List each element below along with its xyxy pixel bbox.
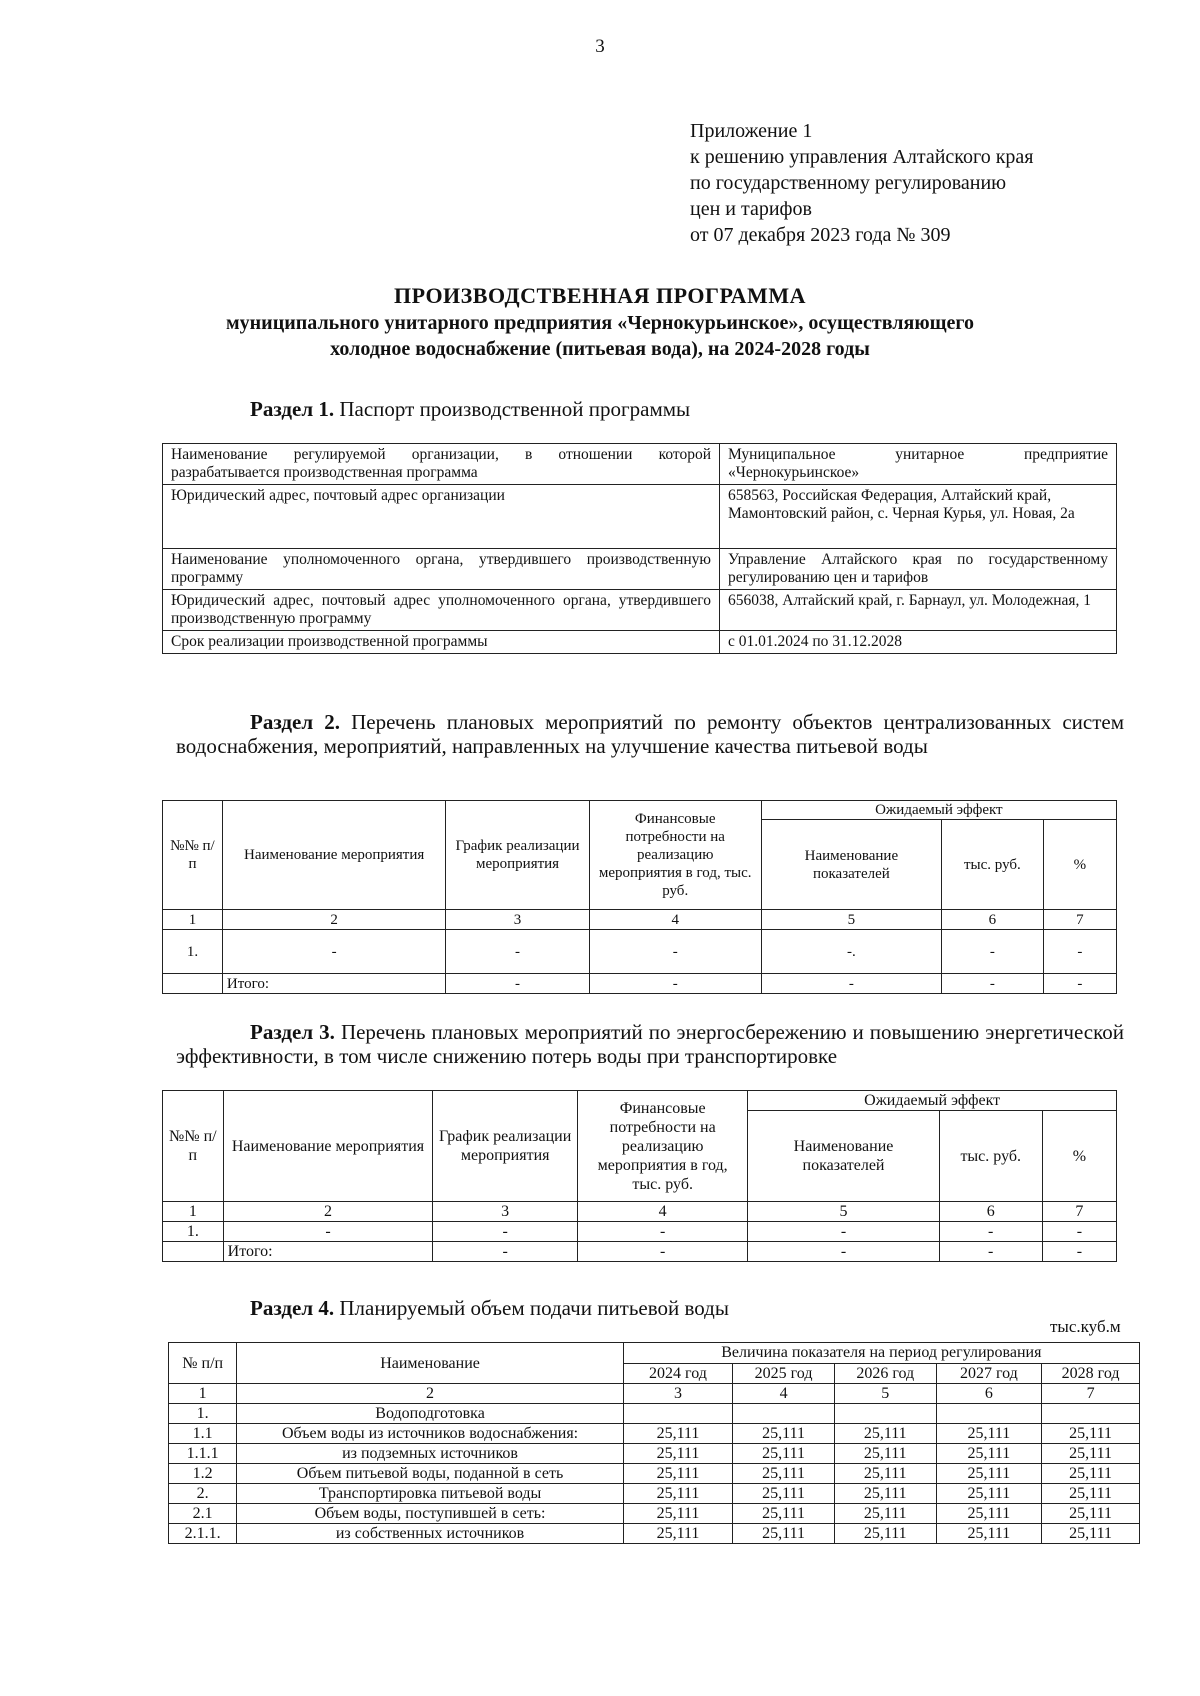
- section-text: Планируемый объем подачи питьевой воды: [339, 1296, 729, 1320]
- cell-value: 25,111: [733, 1424, 835, 1444]
- cell-thousand: -: [942, 974, 1044, 994]
- col-number: 7: [1043, 910, 1116, 930]
- table-row: [163, 631, 1117, 654]
- table-row: [163, 590, 1117, 631]
- header-finance: Финансовые потребности на реализацию мероприятия в год, тыс. руб.: [578, 1091, 748, 1202]
- col-number: 7: [1042, 1202, 1116, 1222]
- cell-value: 25,111: [936, 1484, 1042, 1504]
- cell-num: 1.: [163, 1222, 224, 1242]
- cell-num: 2.: [169, 1484, 237, 1504]
- header-name: Наименование мероприятия: [223, 1091, 433, 1202]
- cell-percent: -: [1042, 1242, 1116, 1262]
- cell-value: 25,111: [623, 1524, 732, 1544]
- cell-value: 25,111: [733, 1504, 835, 1524]
- col-number: 1: [163, 910, 223, 930]
- cell-value: 25,111: [1042, 1424, 1140, 1444]
- col-number: 5: [748, 1202, 939, 1222]
- cell-percent: -: [1043, 930, 1116, 974]
- cell-name: Итого:: [223, 1242, 433, 1262]
- header-period: Величина показателя на период регулирования: [623, 1343, 1139, 1364]
- unit-label: тыс.куб.м: [1050, 1317, 1121, 1336]
- appendix-line: цен и тарифов: [690, 198, 812, 220]
- cell-value: 25,111: [733, 1524, 835, 1544]
- table-row: [163, 930, 1117, 974]
- cell-finance: -: [589, 974, 761, 994]
- col-number: 2: [237, 1384, 623, 1404]
- column-numbers-row: [163, 910, 1117, 930]
- cell-schedule: -: [446, 974, 589, 994]
- col-number: 7: [1042, 1384, 1140, 1404]
- col-number: 1: [163, 1202, 224, 1222]
- cell-thousand: -: [942, 930, 1044, 974]
- appendix-line: Приложение 1: [690, 120, 813, 142]
- table-row: [169, 1444, 1140, 1464]
- table-header-row: [163, 801, 1117, 820]
- header-percent: %: [1042, 1111, 1116, 1202]
- passport-label: Срок реализации производственной программы: [163, 631, 720, 654]
- cell-name: Водоподготовка: [237, 1404, 623, 1424]
- cell-value: 25,111: [623, 1484, 732, 1504]
- appendix-line: по государственному регулированию: [690, 172, 1007, 194]
- cell-num: 1.: [163, 930, 223, 974]
- cell-name: Транспортировка питьевой воды: [237, 1484, 623, 1504]
- header-name: Наименование: [237, 1343, 623, 1384]
- table-row-total: [163, 1242, 1117, 1262]
- cell-num: 2.1.1.: [169, 1524, 237, 1544]
- document-title: [100, 282, 1100, 362]
- cell-value: 25,111: [1042, 1484, 1140, 1504]
- header-finance: Финансовые потребности на реализацию мероприятия в год, тыс. руб.: [589, 801, 761, 910]
- cell-indicators: -: [748, 1222, 939, 1242]
- header-year: 2024 год: [623, 1363, 732, 1384]
- header-name: Наименование мероприятия: [222, 801, 445, 910]
- header-num: № п/п: [169, 1343, 237, 1384]
- cell-schedule: -: [433, 1242, 578, 1262]
- cell-value: 25,111: [936, 1444, 1042, 1464]
- cell-percent: -: [1042, 1222, 1116, 1242]
- header-indicators: Наименование показателей: [761, 820, 941, 910]
- header-schedule: График реализации мероприятия: [446, 801, 589, 910]
- cell-indicators: -.: [761, 930, 941, 974]
- section-label: Раздел 4.: [250, 1296, 335, 1320]
- cell-value: 25,111: [733, 1464, 835, 1484]
- cell-value: 25,111: [733, 1444, 835, 1464]
- cell-value: 25,111: [623, 1504, 732, 1524]
- header-num: №№ п/п: [163, 1091, 224, 1202]
- section-label: Раздел 1.: [250, 397, 335, 421]
- passport-table: [162, 443, 1117, 654]
- col-number: 3: [623, 1384, 732, 1404]
- column-numbers-row: [169, 1384, 1140, 1404]
- passport-label: Наименование регулируемой организации, в отношении которой разрабатывается производственная программа: [163, 444, 720, 485]
- table-row: [163, 485, 1117, 549]
- cell-num: 1.2: [169, 1464, 237, 1484]
- passport-value: с 01.01.2024 по 31.12.2028: [720, 631, 1117, 654]
- appendix-header: [690, 118, 1034, 248]
- table-row-total: [163, 974, 1117, 994]
- cell-value: 25,111: [1042, 1524, 1140, 1544]
- water-volume-table: [168, 1342, 1140, 1544]
- passport-value: Управление Алтайского края по государственному регулированию цен и тарифов: [720, 549, 1117, 590]
- col-number: 2: [222, 910, 445, 930]
- section4-heading: [250, 1296, 729, 1320]
- passport-label: Юридический адрес, почтовый адрес организации: [163, 485, 720, 549]
- cell-indicators: -: [761, 974, 941, 994]
- page-number: 3: [595, 36, 605, 57]
- cell-name: Итого:: [222, 974, 445, 994]
- cell-value: 25,111: [1042, 1504, 1140, 1524]
- cell-value: 25,111: [834, 1484, 936, 1504]
- table-row: [169, 1524, 1140, 1544]
- passport-value: Муниципальное унитарное предприятие «Чернокурьинское»: [720, 444, 1117, 485]
- passport-value: 658563, Российская Федерация, Алтайский край, Мамонтовский район, с. Черная Курья, ул. Новая, 2а: [720, 485, 1117, 549]
- cell-value: 25,111: [1042, 1444, 1140, 1464]
- cell-thousand: -: [939, 1242, 1042, 1262]
- header-year: 2026 год: [834, 1363, 936, 1384]
- col-number: 6: [939, 1202, 1042, 1222]
- header-year: 2025 год: [733, 1363, 835, 1384]
- cell-num: 1.1.1: [169, 1444, 237, 1464]
- section-label: Раздел 3.: [250, 1020, 335, 1044]
- cell-value: 25,111: [733, 1484, 835, 1504]
- col-number: 2: [223, 1202, 433, 1222]
- cell-value: 25,111: [936, 1424, 1042, 1444]
- passport-value: 656038, Алтайский край, г. Барнаул, ул. Молодежная, 1: [720, 590, 1117, 631]
- repair-measures-table: [162, 800, 1117, 994]
- cell-thousand: -: [939, 1222, 1042, 1242]
- cell-value: 25,111: [834, 1504, 936, 1524]
- cell-value: [1042, 1404, 1140, 1424]
- col-number: 4: [733, 1384, 835, 1404]
- header-effect: Ожидаемый эффект: [761, 801, 1116, 820]
- section-label: Раздел 2.: [250, 710, 340, 734]
- cell-value: 25,111: [623, 1464, 732, 1484]
- appendix-line: к решению управления Алтайского края: [690, 146, 1034, 168]
- passport-label: Юридический адрес, почтовый адрес уполномоченного органа, утвердившего производственную программу: [163, 590, 720, 631]
- cell-num: 1.: [169, 1404, 237, 1424]
- cell-value: 25,111: [936, 1524, 1042, 1544]
- col-number: 1: [169, 1384, 237, 1404]
- cell-num: 1.1: [169, 1424, 237, 1444]
- table-row: [163, 444, 1117, 485]
- title-line: холодное водоснабжение (питьевая вода), на 2024-2028 годы: [330, 338, 870, 360]
- table-header-row: [163, 1091, 1117, 1111]
- col-number: 4: [589, 910, 761, 930]
- header-thousand: тыс. руб.: [939, 1111, 1042, 1202]
- section-text: Перечень плановых мероприятий по ремонту объектов централизованных систем водоснабжения, мероприятий, направленных на улучшение качества питьевой воды: [176, 710, 1125, 758]
- section1-heading: [250, 397, 690, 421]
- cell-value: 25,111: [834, 1524, 936, 1544]
- cell-finance: -: [578, 1222, 748, 1242]
- cell-name: Объем воды из источников водоснабжения:: [237, 1424, 623, 1444]
- cell-name: -: [222, 930, 445, 974]
- table-row: [169, 1504, 1140, 1524]
- cell-indicators: -: [748, 1242, 939, 1262]
- col-number: 6: [936, 1384, 1042, 1404]
- table-row: [169, 1424, 1140, 1444]
- cell-name: из подземных источников: [237, 1444, 623, 1464]
- title-line: муниципального унитарного предприятия «Чернокурьинское», осуществляющего: [226, 312, 974, 334]
- col-number: 3: [433, 1202, 578, 1222]
- header-year: 2027 год: [936, 1363, 1042, 1384]
- table-row: [169, 1484, 1140, 1504]
- col-number: 6: [942, 910, 1044, 930]
- cell-value: 25,111: [1042, 1464, 1140, 1484]
- cell-value: 25,111: [623, 1424, 732, 1444]
- cell-name: Объем воды, поступившей в сеть:: [237, 1504, 623, 1524]
- cell-schedule: -: [446, 930, 589, 974]
- cell-name: из собственных источников: [237, 1524, 623, 1544]
- cell-value: 25,111: [936, 1464, 1042, 1484]
- cell-name: -: [223, 1222, 433, 1242]
- cell-value: 25,111: [936, 1504, 1042, 1524]
- col-number: 3: [446, 910, 589, 930]
- section-text: Паспорт производственной программы: [339, 397, 691, 421]
- cell-num: [163, 1242, 224, 1262]
- header-num: №№ п/п: [163, 801, 223, 910]
- header-indicators: Наименование показателей: [748, 1111, 939, 1202]
- table-row: [169, 1404, 1140, 1424]
- col-number: 5: [834, 1384, 936, 1404]
- cell-value: [936, 1404, 1042, 1424]
- col-number: 5: [761, 910, 941, 930]
- header-thousand: тыс. руб.: [942, 820, 1044, 910]
- header-effect: Ожидаемый эффект: [748, 1091, 1117, 1111]
- column-numbers-row: [163, 1202, 1117, 1222]
- cell-num: [163, 974, 223, 994]
- cell-finance: -: [578, 1242, 748, 1262]
- cell-value: [834, 1404, 936, 1424]
- cell-value: [623, 1404, 732, 1424]
- header-year: 2028 год: [1042, 1363, 1140, 1384]
- col-number: 4: [578, 1202, 748, 1222]
- cell-value: 25,111: [623, 1444, 732, 1464]
- passport-label: Наименование уполномоченного органа, утвердившего производственную программу: [163, 549, 720, 590]
- section-text: Перечень плановых мероприятий по энергосбережению и повышению энергетической эффективности, в том числе снижению потерь воды при транспортировке: [176, 1020, 1124, 1068]
- cell-value: [733, 1404, 835, 1424]
- table-row: [163, 1222, 1117, 1242]
- cell-finance: -: [589, 930, 761, 974]
- cell-percent: -: [1043, 974, 1116, 994]
- table-row: [169, 1464, 1140, 1484]
- section3-heading: [176, 1020, 1124, 1068]
- cell-schedule: -: [433, 1222, 578, 1242]
- title-line: ПРОИЗВОДСТВЕННАЯ ПРОГРАММА: [394, 283, 806, 308]
- header-percent: %: [1043, 820, 1116, 910]
- table-row: [163, 549, 1117, 590]
- energy-measures-table: [162, 1090, 1117, 1262]
- header-schedule: График реализации мероприятия: [433, 1091, 578, 1202]
- cell-name: Объем питьевой воды, поданной в сеть: [237, 1464, 623, 1484]
- appendix-line: от 07 декабря 2023 года № 309: [690, 224, 951, 246]
- cell-value: 25,111: [834, 1424, 936, 1444]
- cell-value: 25,111: [834, 1444, 936, 1464]
- cell-num: 2.1: [169, 1504, 237, 1524]
- table-header-row: [169, 1343, 1140, 1364]
- section2-heading: [176, 710, 1124, 758]
- cell-value: 25,111: [834, 1464, 936, 1484]
